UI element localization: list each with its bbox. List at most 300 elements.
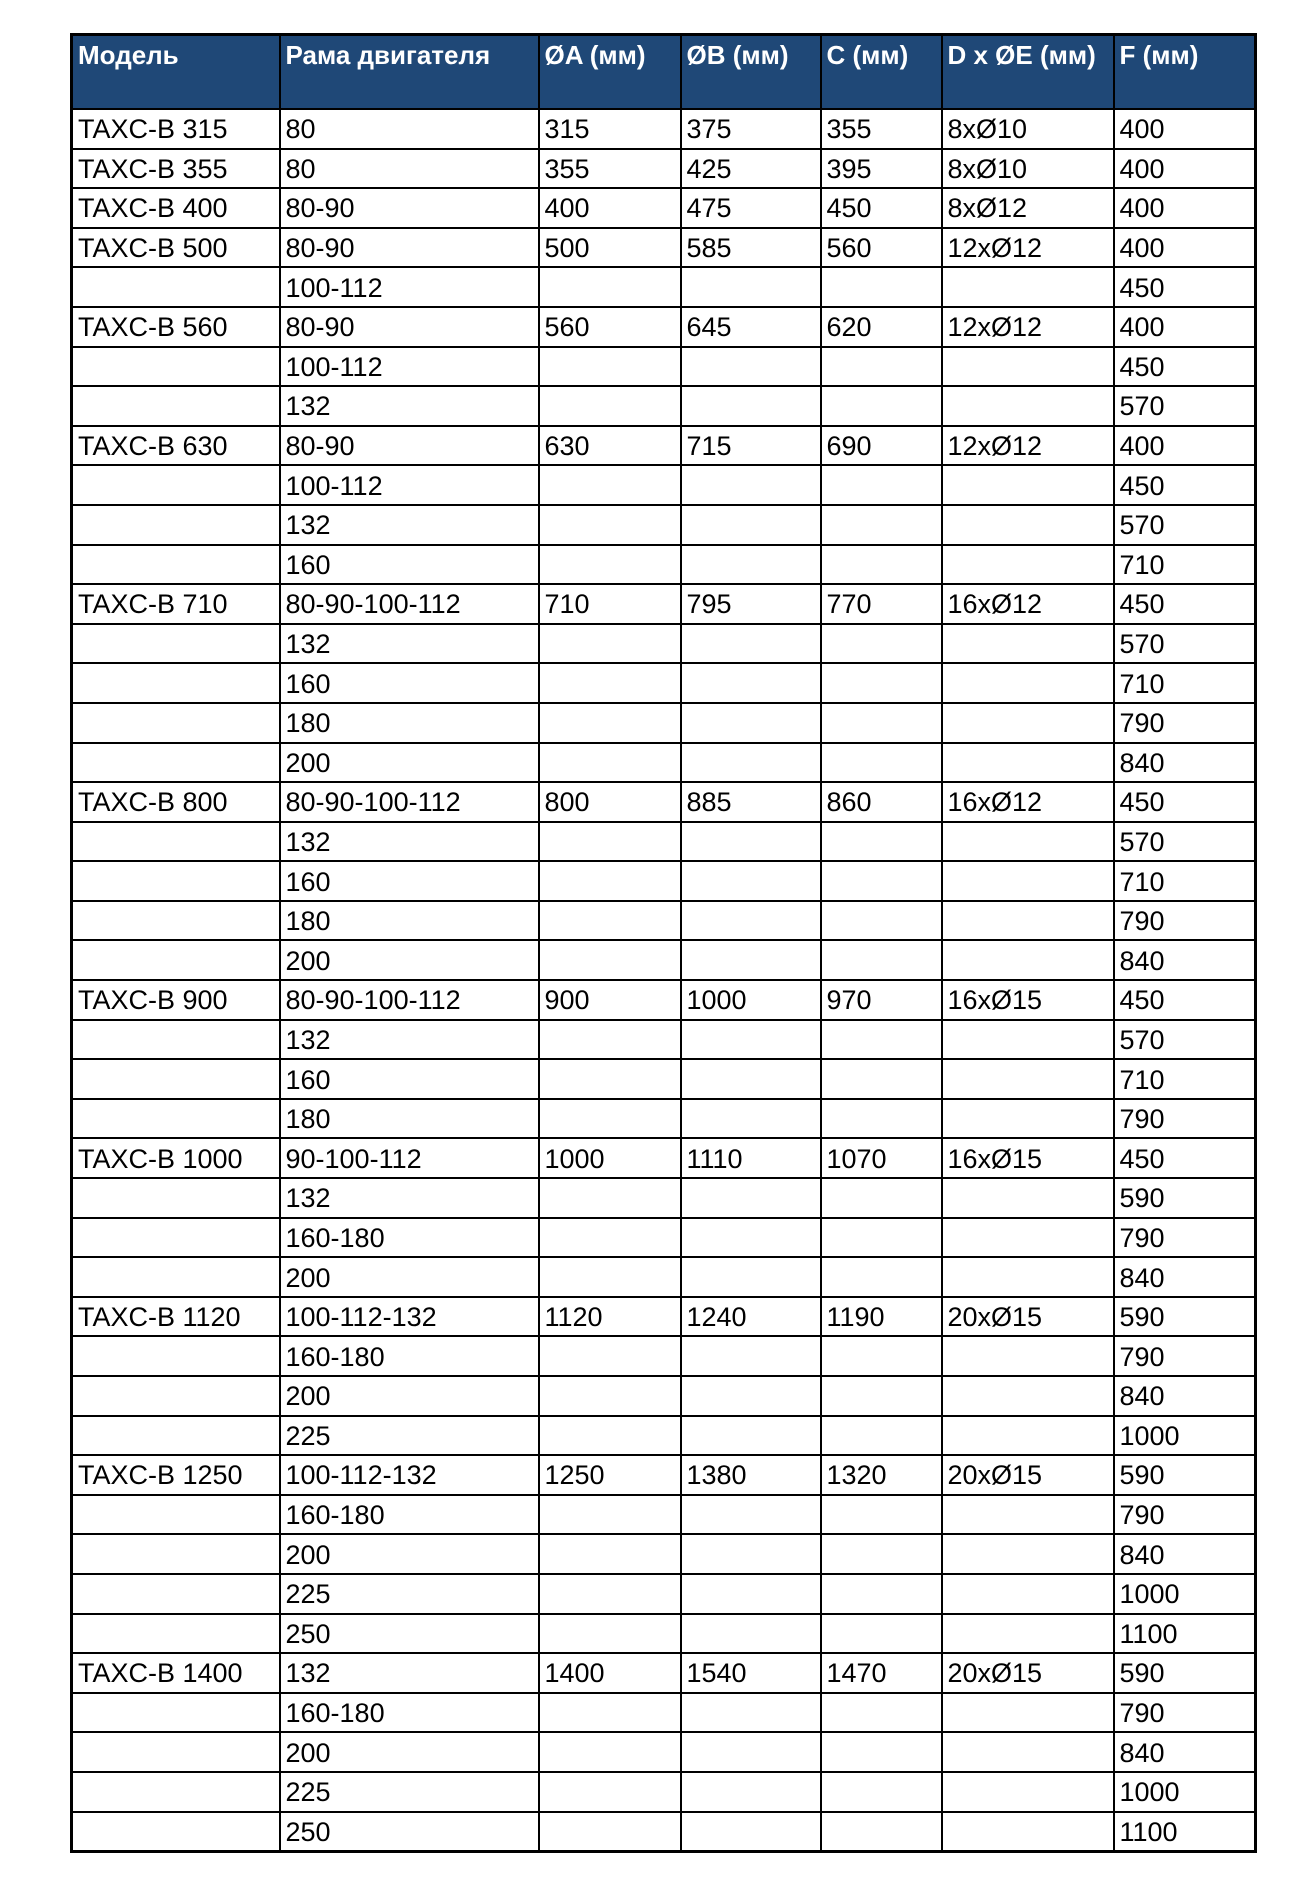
cell-diameter-b [681,703,821,743]
cell-f: 710 [1114,861,1256,901]
cell-model [72,347,280,387]
table-row [72,782,1256,822]
cell-holes-d-x-e [942,1416,1114,1456]
cell-f: 570 [1114,822,1256,862]
cell-holes-d-x-e: 20xØ15 [942,1297,1114,1337]
cell-model: TAXC-B 900 [72,980,280,1020]
cell-motor-frame: 90-100-112 [280,1138,539,1178]
table-row [72,426,1256,466]
cell-motor-frame: 160 [280,1059,539,1099]
cell-f: 400 [1114,426,1256,466]
cell-holes-d-x-e [942,267,1114,307]
cell-diameter-b [681,940,821,980]
cell-diameter-a [539,1218,681,1258]
table-row [72,940,1256,980]
table-row [72,228,1256,268]
cell-model [72,624,280,664]
cell-model [72,1099,280,1139]
cell-motor-frame: 80-90-100-112 [280,980,539,1020]
cell-diameter-b: 585 [681,228,821,268]
cell-model: TAXC-B 630 [72,426,280,466]
cell-motor-frame: 225 [280,1416,539,1456]
cell-model [72,1336,280,1376]
cell-holes-d-x-e: 16xØ12 [942,584,1114,624]
cell-c: 1070 [821,1138,942,1178]
cell-f: 590 [1114,1178,1256,1218]
cell-model [72,386,280,426]
cell-diameter-a [539,1772,681,1812]
cell-f: 790 [1114,901,1256,941]
cell-holes-d-x-e [942,1178,1114,1218]
cell-f: 590 [1114,1455,1256,1495]
cell-c: 1470 [821,1653,942,1693]
cell-holes-d-x-e [942,1495,1114,1535]
table-row [72,1455,1256,1495]
cell-holes-d-x-e: 16xØ15 [942,980,1114,1020]
cell-diameter-b [681,1376,821,1416]
cell-diameter-b: 475 [681,188,821,228]
cell-diameter-b [681,1099,821,1139]
cell-c [821,901,942,941]
cell-model [72,1020,280,1060]
cell-diameter-b: 885 [681,782,821,822]
cell-diameter-a: 900 [539,980,681,1020]
cell-diameter-a [539,1732,681,1772]
cell-motor-frame: 80-90 [280,426,539,466]
cell-motor-frame: 180 [280,901,539,941]
table-row [72,1416,1256,1456]
table-row [72,584,1256,624]
cell-diameter-b: 645 [681,307,821,347]
cell-diameter-b: 795 [681,584,821,624]
table-row [72,1376,1256,1416]
cell-motor-frame: 80-90 [280,228,539,268]
cell-motor-frame: 132 [280,1653,539,1693]
cell-motor-frame: 180 [280,703,539,743]
cell-f: 840 [1114,1534,1256,1574]
cell-model [72,1574,280,1614]
cell-f: 790 [1114,1099,1256,1139]
cell-diameter-b [681,1732,821,1772]
cell-c [821,1178,942,1218]
cell-holes-d-x-e [942,1812,1114,1852]
cell-diameter-b [681,1812,821,1852]
cell-diameter-b [681,545,821,585]
cell-f: 840 [1114,1376,1256,1416]
cell-f: 840 [1114,1257,1256,1297]
cell-diameter-a: 1250 [539,1455,681,1495]
cell-f: 790 [1114,1495,1256,1535]
cell-holes-d-x-e [942,505,1114,545]
cell-motor-frame: 80 [280,109,539,149]
table-row [72,980,1256,1020]
cell-diameter-a [539,1336,681,1376]
cell-f: 790 [1114,1693,1256,1733]
cell-f: 450 [1114,980,1256,1020]
cell-holes-d-x-e [942,663,1114,703]
cell-c: 1320 [821,1455,942,1495]
cell-holes-d-x-e [942,901,1114,941]
cell-model [72,1732,280,1772]
cell-diameter-a [539,1614,681,1654]
cell-motor-frame: 225 [280,1574,539,1614]
cell-c: 560 [821,228,942,268]
table-row [72,1812,1256,1852]
cell-model [72,1693,280,1733]
cell-c: 970 [821,980,942,1020]
cell-motor-frame: 100-112-132 [280,1455,539,1495]
cell-motor-frame: 200 [280,1534,539,1574]
table-row [72,1336,1256,1376]
cell-model: TAXC-B 560 [72,307,280,347]
table-row [72,1574,1256,1614]
cell-f: 570 [1114,1020,1256,1060]
cell-diameter-a [539,940,681,980]
cell-model [72,1495,280,1535]
cell-diameter-b [681,347,821,387]
cell-c [821,663,942,703]
table-row [72,505,1256,545]
cell-model [72,1376,280,1416]
cell-f: 1000 [1114,1574,1256,1614]
cell-holes-d-x-e [942,1614,1114,1654]
table-row [72,743,1256,783]
cell-diameter-a: 710 [539,584,681,624]
cell-diameter-b [681,861,821,901]
header-motor-frame: Рама двигателя [280,35,539,110]
cell-c [821,1772,942,1812]
cell-c [821,545,942,585]
table-row [72,1495,1256,1535]
table-row [72,267,1256,307]
cell-f: 400 [1114,307,1256,347]
cell-diameter-b: 1240 [681,1297,821,1337]
cell-diameter-b [681,1614,821,1654]
cell-holes-d-x-e: 8xØ10 [942,149,1114,189]
table-row [72,1099,1256,1139]
cell-f: 590 [1114,1297,1256,1337]
cell-c [821,1812,942,1852]
cell-diameter-a [539,1020,681,1060]
cell-diameter-a [539,1059,681,1099]
cell-model [72,1772,280,1812]
cell-diameter-a: 1000 [539,1138,681,1178]
cell-motor-frame: 132 [280,624,539,664]
cell-c [821,386,942,426]
cell-diameter-a: 400 [539,188,681,228]
cell-diameter-b [681,267,821,307]
cell-holes-d-x-e [942,545,1114,585]
cell-motor-frame: 250 [280,1614,539,1654]
cell-motor-frame: 80 [280,149,539,189]
table-row [72,347,1256,387]
cell-diameter-a [539,505,681,545]
cell-diameter-a: 800 [539,782,681,822]
cell-motor-frame: 132 [280,1020,539,1060]
cell-motor-frame: 100-112 [280,347,539,387]
cell-holes-d-x-e: 8xØ10 [942,109,1114,149]
cell-model [72,940,280,980]
cell-f: 1100 [1114,1614,1256,1654]
cell-holes-d-x-e: 16xØ15 [942,1138,1114,1178]
dimensions-table [70,33,1257,1853]
cell-model [72,1614,280,1654]
cell-diameter-b: 375 [681,109,821,149]
cell-c [821,1574,942,1614]
header-c: C (мм) [821,35,942,110]
table-row [72,822,1256,862]
cell-diameter-b: 1540 [681,1653,821,1693]
cell-motor-frame: 200 [280,1257,539,1297]
cell-diameter-b [681,1336,821,1376]
cell-diameter-a [539,1178,681,1218]
cell-holes-d-x-e [942,1099,1114,1139]
cell-holes-d-x-e: 12xØ12 [942,426,1114,466]
cell-holes-d-x-e [942,1218,1114,1258]
table-row [72,1693,1256,1733]
cell-c [821,822,942,862]
cell-holes-d-x-e: 12xØ12 [942,228,1114,268]
cell-motor-frame: 132 [280,505,539,545]
cell-diameter-b [681,624,821,664]
cell-c [821,1495,942,1535]
table-row [72,1138,1256,1178]
cell-motor-frame: 80-90 [280,307,539,347]
cell-model [72,822,280,862]
table-row [72,624,1256,664]
cell-motor-frame: 80-90 [280,188,539,228]
cell-diameter-a [539,545,681,585]
cell-model [72,1416,280,1456]
cell-motor-frame: 200 [280,1732,539,1772]
cell-diameter-b: 1110 [681,1138,821,1178]
cell-model: TAXC-B 355 [72,149,280,189]
cell-motor-frame: 160-180 [280,1495,539,1535]
table-row [72,1257,1256,1297]
cell-c [821,347,942,387]
cell-c [821,1059,942,1099]
cell-f: 710 [1114,663,1256,703]
cell-holes-d-x-e [942,1257,1114,1297]
cell-c [821,743,942,783]
cell-diameter-a: 315 [539,109,681,149]
cell-diameter-a: 355 [539,149,681,189]
cell-model: TAXC-B 1250 [72,1455,280,1495]
cell-diameter-a [539,1574,681,1614]
cell-model: TAXC-B 1400 [72,1653,280,1693]
cell-diameter-b [681,1495,821,1535]
cell-f: 840 [1114,940,1256,980]
cell-motor-frame: 250 [280,1812,539,1852]
cell-diameter-a [539,663,681,703]
cell-f: 400 [1114,109,1256,149]
table-row [72,545,1256,585]
header-f: F (мм) [1114,35,1256,110]
cell-motor-frame: 160-180 [280,1336,539,1376]
cell-motor-frame: 160 [280,663,539,703]
cell-f: 400 [1114,228,1256,268]
cell-c [821,1732,942,1772]
cell-holes-d-x-e: 20xØ15 [942,1653,1114,1693]
cell-motor-frame: 80-90-100-112 [280,782,539,822]
cell-diameter-a [539,703,681,743]
cell-f: 400 [1114,188,1256,228]
cell-holes-d-x-e [942,940,1114,980]
cell-f: 450 [1114,1138,1256,1178]
cell-diameter-a [539,822,681,862]
cell-diameter-a: 630 [539,426,681,466]
cell-c [821,703,942,743]
cell-diameter-b [681,1416,821,1456]
header-row [72,35,1256,110]
cell-diameter-a: 500 [539,228,681,268]
cell-f: 450 [1114,267,1256,307]
cell-model: TAXC-B 1000 [72,1138,280,1178]
cell-diameter-a [539,465,681,505]
cell-diameter-b [681,1534,821,1574]
cell-holes-d-x-e [942,1059,1114,1099]
header-model: Модель [72,35,280,110]
cell-motor-frame: 200 [280,1376,539,1416]
cell-c [821,465,942,505]
cell-f: 450 [1114,465,1256,505]
cell-c [821,267,942,307]
cell-c: 860 [821,782,942,822]
cell-diameter-b [681,1178,821,1218]
cell-c [821,1416,942,1456]
cell-holes-d-x-e [942,386,1114,426]
cell-diameter-b [681,1574,821,1614]
cell-f: 400 [1114,149,1256,189]
table-row [72,901,1256,941]
cell-holes-d-x-e [942,1020,1114,1060]
cell-diameter-b [681,1218,821,1258]
cell-f: 1100 [1114,1812,1256,1852]
cell-holes-d-x-e [942,822,1114,862]
cell-c: 1190 [821,1297,942,1337]
cell-holes-d-x-e: 16xØ12 [942,782,1114,822]
cell-model [72,1059,280,1099]
cell-motor-frame: 160 [280,545,539,585]
cell-model [72,267,280,307]
table-row [72,386,1256,426]
cell-diameter-b: 425 [681,149,821,189]
cell-motor-frame: 80-90-100-112 [280,584,539,624]
cell-c [821,1534,942,1574]
table-row [72,1732,1256,1772]
cell-holes-d-x-e [942,1376,1114,1416]
cell-c: 355 [821,109,942,149]
cell-f: 840 [1114,1732,1256,1772]
header-diameter-b: ØB (мм) [681,35,821,110]
cell-model [72,545,280,585]
cell-holes-d-x-e [942,703,1114,743]
table-row [72,1297,1256,1337]
cell-c: 395 [821,149,942,189]
table-row [72,1178,1256,1218]
cell-diameter-a [539,861,681,901]
cell-diameter-a [539,386,681,426]
cell-f: 590 [1114,1653,1256,1693]
table-row [72,149,1256,189]
cell-holes-d-x-e [942,1693,1114,1733]
cell-c: 690 [821,426,942,466]
cell-diameter-a [539,1257,681,1297]
cell-diameter-a [539,1812,681,1852]
cell-holes-d-x-e [942,1534,1114,1574]
cell-c [821,1020,942,1060]
cell-motor-frame: 132 [280,1178,539,1218]
cell-diameter-b [681,505,821,545]
cell-diameter-a [539,1534,681,1574]
header-holes-d-x-e: D x ØE (мм) [942,35,1114,110]
cell-f: 450 [1114,347,1256,387]
cell-model: TAXC-B 710 [72,584,280,624]
cell-diameter-a [539,1099,681,1139]
table-row [72,188,1256,228]
table-body [72,109,1256,1852]
cell-f: 570 [1114,624,1256,664]
cell-c: 770 [821,584,942,624]
cell-diameter-b [681,1257,821,1297]
cell-f: 840 [1114,743,1256,783]
cell-diameter-a: 1120 [539,1297,681,1337]
cell-holes-d-x-e: 12xØ12 [942,307,1114,347]
table-row [72,703,1256,743]
cell-c [821,505,942,545]
cell-c: 620 [821,307,942,347]
cell-diameter-a [539,624,681,664]
cell-holes-d-x-e [942,624,1114,664]
cell-motor-frame: 160 [280,861,539,901]
cell-model: TAXC-B 1120 [72,1297,280,1337]
cell-c [821,1693,942,1733]
cell-f: 790 [1114,1336,1256,1376]
table-row [72,307,1256,347]
cell-model [72,703,280,743]
table-row [72,1653,1256,1693]
cell-diameter-a [539,1495,681,1535]
cell-diameter-b [681,1693,821,1733]
cell-diameter-b [681,743,821,783]
cell-diameter-b [681,1059,821,1099]
cell-holes-d-x-e [942,465,1114,505]
cell-diameter-b [681,663,821,703]
cell-holes-d-x-e: 8xØ12 [942,188,1114,228]
cell-motor-frame: 132 [280,386,539,426]
table-row [72,1534,1256,1574]
cell-diameter-a [539,1416,681,1456]
cell-f: 710 [1114,1059,1256,1099]
cell-diameter-b [681,1020,821,1060]
cell-holes-d-x-e [942,1336,1114,1376]
cell-motor-frame: 100-112-132 [280,1297,539,1337]
cell-diameter-b [681,465,821,505]
header-diameter-a: ØA (мм) [539,35,681,110]
cell-diameter-a [539,743,681,783]
cell-model [72,1257,280,1297]
cell-f: 450 [1114,782,1256,822]
cell-c [821,1218,942,1258]
cell-holes-d-x-e [942,347,1114,387]
table-row [72,861,1256,901]
table-row [72,1059,1256,1099]
cell-diameter-a [539,347,681,387]
table-row [72,1218,1256,1258]
cell-model: TAXC-B 400 [72,188,280,228]
cell-holes-d-x-e [942,1772,1114,1812]
cell-diameter-a: 560 [539,307,681,347]
